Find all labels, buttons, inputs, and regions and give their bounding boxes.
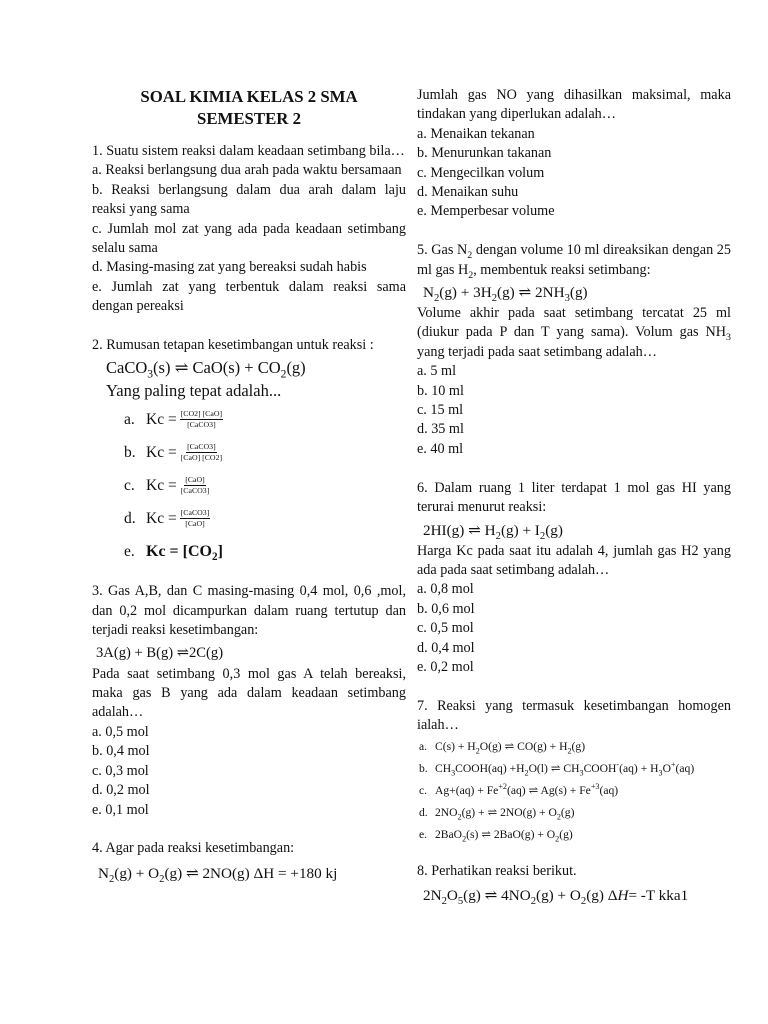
question-2-option-c: c. Kc = $\frac{\text{[CaO]}}{\text{[CaCO3]}}$	[124, 475, 210, 496]
question-5	[417, 241, 731, 459]
question-1-option-a: a. Reaksi berlangsung dua arah pada waktu bersamaan	[92, 162, 402, 179]
question-5-stem-2: Volume akhir pada saat setimbang tercatat 25 ml (diukur pada P dan T yang sama). Volum gas $NH_3$ yang terjadi pada saat setimbang adalah…	[417, 305, 731, 360]
question-1-option-d: d. Masing-masing zat yang bereaksi sudah habis	[92, 259, 367, 276]
question-4-option-e: e. Memperbesar volume	[417, 203, 555, 220]
question-4-stem-2: Jumlah gas NO yang dihasilkan maksimal, maka tindakan yang diperlukan adalah…	[417, 87, 731, 123]
question-7-option-e: e. 2BaO$_2$(s) ⇌ $2BaO(g) + O_2(g)$	[419, 827, 573, 843]
question-5-option-d: d. 35 ml	[417, 421, 464, 438]
question-1	[92, 142, 406, 317]
question-3-option-b: b. 0,4 mol	[92, 743, 150, 760]
question-7-stem: 7. Reaksi yang termasuk kesetimbangan homogen ialah…	[417, 697, 731, 734]
question-8-stem: 8. Perhatikan reaksi berikut.	[417, 862, 577, 879]
question-6-stem: 6. Dalam ruang 1 liter terdapat 1 mol gas HI yang terurai menurut reaksi:	[417, 479, 731, 516]
question-6	[417, 479, 731, 678]
question-3-reaction: 3A(g) + B(g) ⇌2C(g)	[96, 644, 224, 661]
question-3-option-c: c. 0,3 mol	[92, 762, 149, 779]
question-5-option-a: a. 5 ml	[417, 363, 457, 380]
question-6-option-c: c. 0,5 mol	[417, 620, 474, 637]
left-column	[92, 86, 406, 885]
question-2-prompt: Yang paling tepat adalah...	[106, 381, 282, 401]
question-6-option-b: b. 0,6 mol	[417, 600, 475, 617]
question-7-option-d: d. $2NO_2(g)$ + ⇌ $2NO(g) + O_2(g)$	[419, 805, 575, 821]
question-7-option-a: a. $C(s) + H_2O(g)$ ⇌ $CO(g) + H_2(g)$	[419, 739, 586, 755]
right-column	[417, 86, 731, 907]
question-2-option-d: d. Kc = $\frac{\text{[CaCO3]}}{\text{[CaO]}}$	[124, 508, 210, 529]
question-4-option-c: c. Mengecilkan volum	[417, 164, 545, 181]
question-3-option-e: e. 0,1 mol	[92, 801, 149, 818]
question-6-option-e: e. 0,2 mol	[417, 658, 474, 675]
title-line-1: SOAL KIMIA KELAS 2 SMA	[140, 87, 358, 106]
question-2-option-e: e. $Kc = [CO_2]$	[124, 543, 223, 564]
question-3-stem: 3. Gas A,B, dan C masing-masing 0,4 mol, 0,6 ,mol, dan 0,2 mol dicampurkan dalam ruang tertutup dan terjadi reaksi kesetimbangan:	[92, 583, 406, 639]
question-1-stem: 1. Suatu sistem reaksi dalam keadaan setimbang bila…	[92, 143, 405, 159]
question-3	[92, 582, 406, 819]
question-1-option-b: b. Reaksi berlangsung dalam dua arah dalam laju reaksi yang sama	[92, 181, 406, 218]
question-5-option-b: b. 10 ml	[417, 382, 464, 399]
question-6-stem-2: Harga Kc pada saat itu adalah 4, jumlah gas H2 yang ada pada saat setimbang adalah…	[417, 542, 731, 578]
page-title	[92, 86, 406, 130]
question-4-stem: 4. Agar pada reaksi kesetimbangan:	[92, 840, 295, 857]
question-7	[417, 697, 731, 846]
question-6-option-d: d. 0,4 mol	[417, 639, 475, 656]
question-8	[417, 862, 731, 906]
kc-fraction: $\frac{\text{[CO2] [CaO]}}{\text{[CaCO3]}}$	[180, 409, 223, 430]
question-1-option-c: c. Jumlah mol zat yang ada pada keadaan setimbang selalu sama	[92, 220, 406, 257]
kc-fraction: $\frac{\text{[CaCO3]}}{\text{[CaO] [CO2]}}$	[180, 442, 223, 463]
question-5-option-e: e. 40 ml	[417, 440, 464, 457]
question-2-stem: 2. Rumusan tetapan kesetimbangan untuk reaksi :	[92, 337, 374, 354]
question-6-option-a: a. 0,8 mol	[417, 581, 474, 598]
question-4-continued	[417, 86, 731, 222]
question-3-option-d: d. 0,2 mol	[92, 782, 150, 799]
question-7-option-b: b. $CH_3COOH(aq) +H_2O(l)$ ⇌ $CH_3COOH^-(aq) + H_3O^+(aq)$	[419, 759, 695, 777]
question-4-option-d: d. Menaikan suhu	[417, 184, 519, 201]
question-3-stem-2: Pada saat setimbang 0,3 mol gas A telah bereaksi, maka gas B yang ada dalam keadaan setimbang adalah…	[92, 665, 406, 721]
title-line-2: SEMESTER 2	[197, 109, 301, 128]
question-2-option-a: a. Kc = $\frac{\text{[CO2] [CaO]}}{\text{[CaCO3]}}$	[124, 409, 223, 430]
kc-fraction: $\frac{\text{[CaO]}}{\text{[CaCO3]}}$	[180, 475, 210, 496]
question-2-reaction: CaCO$_3$(s) ⇌ $CaO(s) + CO_2(g)$	[106, 358, 306, 381]
question-1-option-e: e. Jumlah zat yang terbentuk dalam reaksi sama dengan pereaksi	[92, 278, 406, 315]
question-4-option-b: b. Menurunkan takanan	[417, 145, 552, 162]
question-7-option-c: c. $Ag+(aq) + Fe^{+2}(aq)$ ⇌ $Ag(s) + Fe^{+3}(aq)$	[419, 781, 619, 797]
question-4-option-a: a. Menaikan tekanan	[417, 125, 535, 142]
question-2	[92, 336, 406, 568]
question-3-option-a: a. 0,5 mol	[92, 723, 149, 740]
question-5-stem: 5. Gas $N_2$ dengan volume 10 ml direaksikan dengan 25 ml gas $H_2$, membentuk reaksi setimbang:	[417, 242, 731, 281]
question-4	[92, 839, 406, 883]
kc-fraction: $\frac{\text{[CaCO3]}}{\text{[CaO]}}$	[180, 508, 210, 529]
question-8-reaction: $2N_2O_5(g)$ ⇌ $4NO_2(g) + O_2(g)$ ΔH= -T kka1	[423, 886, 689, 907]
question-2-option-b: b. Kc = $\frac{\text{[CaCO3]}}{\text{[CaO] [CO2]}}$	[124, 442, 223, 463]
question-5-option-c: c. 15 ml	[417, 402, 464, 419]
question-4-reaction: $N_2(g) + O_2(g)$ ⇌ 2NO(g) ΔH = +180 kj	[98, 864, 338, 885]
question-5-reaction: $N_2(g) + 3H_2(g)$ ⇌ $2NH_3(g)$	[423, 284, 588, 305]
question-6-reaction: 2HI(g) ⇌ $H_2(g) + I_2(g)$	[423, 521, 563, 542]
